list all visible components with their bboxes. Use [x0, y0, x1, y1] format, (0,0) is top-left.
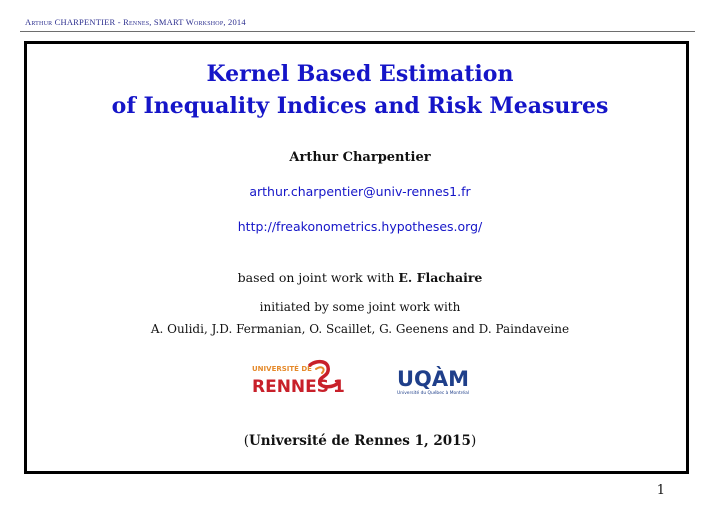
rennes-logo-name: RENNES	[252, 377, 330, 397]
initiated-line: initiated by some joint work with	[259, 300, 461, 314]
rennes-university-logo	[250, 359, 350, 399]
rennes-logo-top-text: UNIVERSITÉ DE	[252, 365, 312, 373]
joint-work-line	[0, 270, 720, 285]
affiliation-close-paren: )	[470, 433, 477, 449]
slide-title-line1: Kernel Based Estimation	[206, 61, 514, 87]
author-email-link[interactable]: arthur.charpentier@univ-rennes1.fr	[249, 184, 471, 199]
uqam-logo-subtitle: Université du Québec à Montréal	[397, 390, 469, 395]
affiliation-line	[0, 433, 720, 449]
rennes-logo-number: 1	[333, 377, 345, 397]
affiliation-text: Université de Rennes 1, 2015	[249, 433, 471, 449]
joint-work-prefix: based on joint work with	[237, 270, 399, 285]
slide-title-line2: of Inequality Indices and Risk Measures	[111, 93, 609, 119]
joint-work-name: E. Flachaire	[398, 270, 483, 285]
author-name: Arthur Charpentier	[289, 150, 431, 165]
ermine-accent-icon	[316, 367, 324, 373]
uqam-logo	[396, 365, 472, 397]
header-rule	[20, 31, 695, 32]
page-number: 1	[656, 483, 665, 498]
website-link[interactable]: http://freakonometrics.hypotheses.org/	[237, 219, 483, 234]
coauthors-line: A. Oulidi, J.D. Fermanian, O. Scaillet, G. Geenens and D. Paindaveine	[150, 322, 570, 336]
affiliation-open-paren: (	[243, 433, 250, 449]
running-header: Arthur CHARPENTIER - Rennes, SMART Workshop, 2014	[25, 17, 246, 27]
uqam-logo-name: UQÀM	[397, 367, 470, 391]
